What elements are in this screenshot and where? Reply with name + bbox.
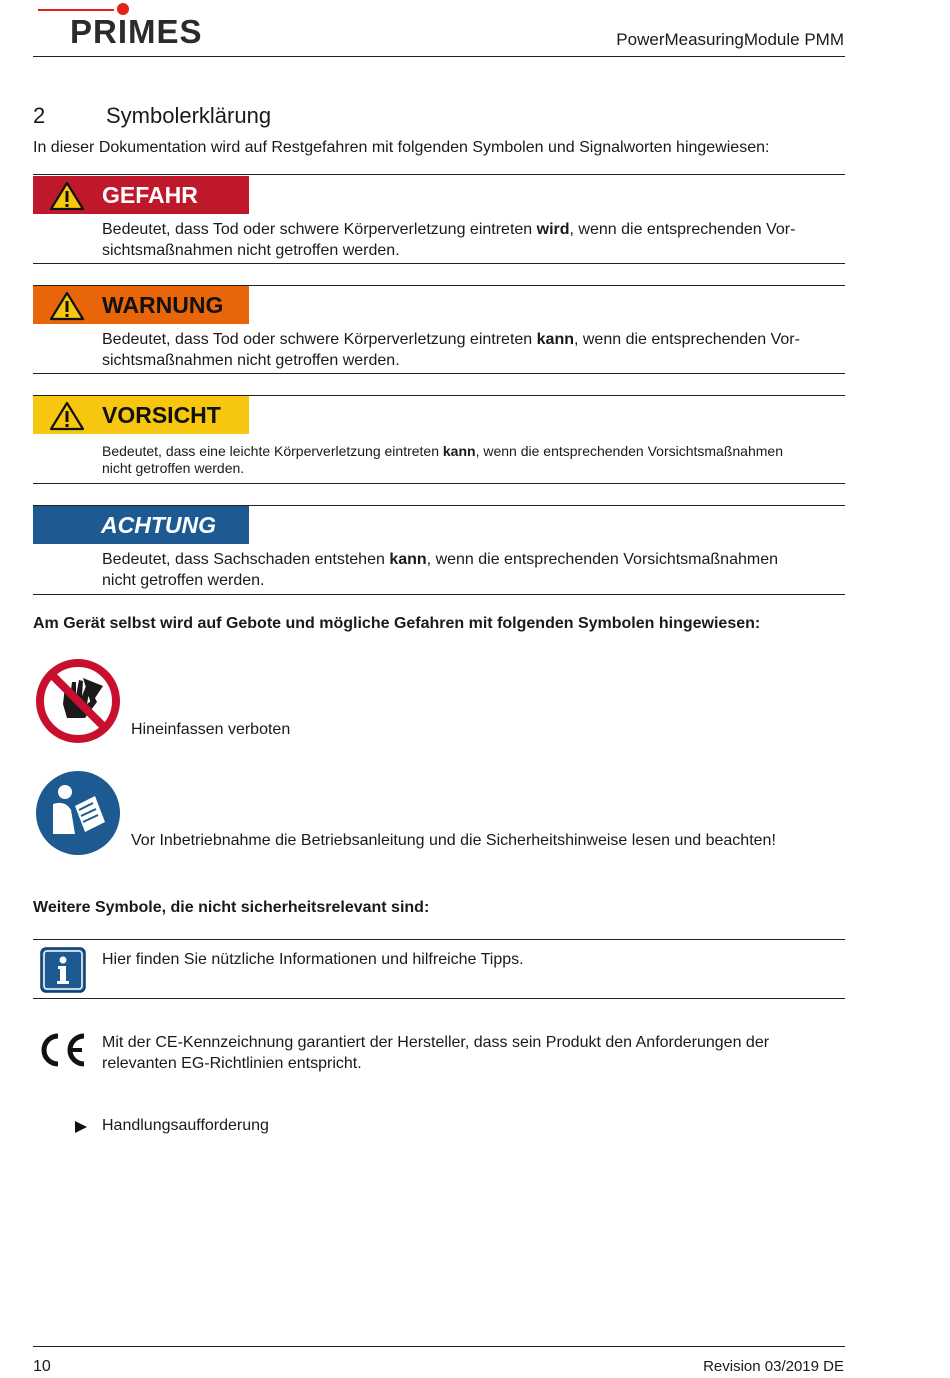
desc-text: sichtsmaßnahmen nicht getroffen werden. (102, 242, 400, 259)
action-arrow-icon (74, 1120, 88, 1134)
desc-text: relevanten EG-Richtlinien entspricht. (102, 1055, 362, 1072)
divider (33, 174, 845, 175)
ce-mark-icon (38, 1032, 88, 1068)
signal-vorsicht (33, 396, 249, 434)
signal-description (102, 329, 842, 371)
revision: Revision 03/2019 DE (703, 1358, 844, 1375)
desc-text: Bedeutet, dass Tod oder schwere Körperverletzung eintreten (102, 221, 537, 238)
desc-emphasis: kann (536, 331, 574, 348)
section-number: 2 (33, 103, 46, 128)
desc-text: Bedeutet, dass Tod oder schwere Körperverletzung eintreten (102, 331, 537, 348)
desc-text: , wenn die entsprechenden Vorsichtsmaßnahmen (426, 551, 778, 568)
desc-text: nicht getroffen werden. (102, 572, 265, 589)
divider (33, 594, 845, 595)
desc-text: sichtsmaßnahmen nicht getroffen werden. (102, 352, 400, 369)
desc-text: Mit der CE-Kennzeichnung garantiert der Hersteller, dass sein Produkt den Anforderungen der (102, 1034, 770, 1051)
desc-text: Bedeutet, dass eine leichte Körperverletzung eintreten (102, 443, 443, 459)
divider (33, 483, 845, 484)
logo-accent-line (38, 9, 114, 11)
signal-description (102, 549, 842, 591)
logo: PRIMES (70, 13, 203, 50)
signal-word: VORSICHT (102, 402, 221, 428)
section-title: Symbolerklärung (106, 103, 272, 128)
signal-description (102, 219, 842, 261)
desc-emphasis: kann (389, 551, 427, 568)
divider (33, 263, 845, 264)
signal-achtung (33, 506, 249, 544)
desc-text: , wenn die entsprechenden Vor- (573, 331, 800, 348)
signal-word: ACHTUNG (101, 512, 216, 538)
signal-description (102, 443, 842, 477)
read-manual-icon (35, 770, 121, 856)
page-number: 10 (33, 1358, 51, 1375)
signal-word: GEFAHR (102, 182, 198, 208)
warning-triangle-icon (49, 291, 85, 321)
ce-description (102, 1032, 842, 1074)
footer-divider (33, 1346, 845, 1347)
signal-warnung (33, 286, 249, 324)
header-divider (33, 56, 845, 57)
symbol-label: Hineinfassen verboten (131, 721, 291, 738)
divider (33, 998, 845, 999)
no-reaching-in-icon (33, 656, 123, 746)
action-label: Handlungsaufforderung (102, 1117, 269, 1134)
symbol-label: Vor Inbetriebnahme die Betriebsanleitung und die Sicherheitshinweise lesen und beachten! (131, 832, 776, 849)
desc-text: , wenn die entsprechenden Vorsichtsmaßnahmen (475, 443, 783, 459)
warning-triangle-icon (49, 401, 85, 431)
document-title: PowerMeasuringModule PMM (616, 30, 844, 49)
other-symbols-heading: Weitere Symbole, die nicht sicherheitsrelevant sind: (33, 899, 430, 916)
desc-text: nicht getroffen werden. (102, 460, 245, 476)
desc-text: , wenn die entsprechenden Vor- (569, 221, 796, 238)
desc-emphasis: kann (442, 443, 476, 459)
intro-text: In dieser Dokumentation wird auf Restgefahren mit folgenden Symbolen und Signalworten hingewiesen: (33, 139, 770, 156)
divider (33, 939, 845, 940)
desc-text: Bedeutet, dass Sachschaden entstehen (102, 551, 390, 568)
desc-emphasis: wird (536, 221, 570, 238)
divider (33, 373, 845, 374)
signal-word: WARNUNG (102, 292, 224, 318)
info-text: Hier finden Sie nützliche Informationen und hilfreiche Tipps. (102, 951, 524, 968)
warning-triangle-icon (49, 181, 85, 211)
signal-gefahr (33, 176, 249, 214)
device-symbols-heading: Am Gerät selbst wird auf Gebote und mögliche Gefahren mit folgenden Symbolen hingewiesen: (33, 615, 761, 632)
info-icon (40, 947, 86, 993)
